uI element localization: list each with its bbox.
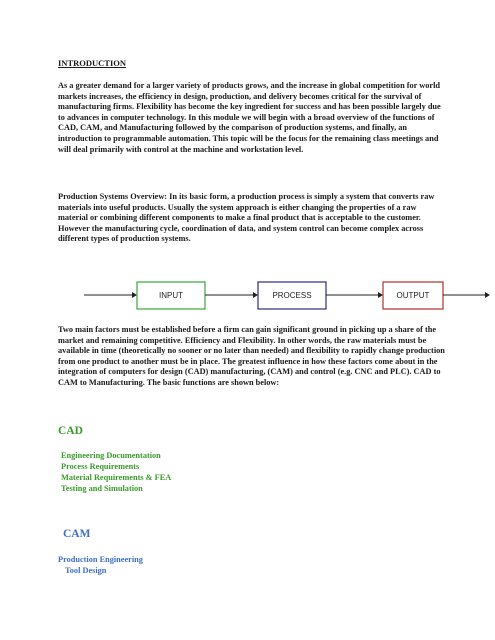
intro-heading: INTRODUCTION [58, 58, 127, 68]
list-item: Testing and Simulation [61, 484, 143, 493]
input-box-label: INPUT [159, 291, 183, 300]
arrowhead-exit-icon [485, 292, 490, 298]
arrowhead-output-icon [378, 292, 383, 298]
process-box-label: PROCESS [272, 291, 312, 300]
list-item: Process Requirements [61, 462, 140, 471]
list-item: Material Requirements & FEA [61, 473, 172, 482]
list-item: Engineering Documentation [61, 451, 161, 460]
cad-heading: CAD [58, 425, 83, 437]
factors-paragraph: Two main factors must be established before a firm can gain significant ground in picking up a share of the market and remaining competitive. Efficiency and Flexibility. In other words, the raw materials must be available in time (theoretically no sooner or no later than needed) and flexibility to rapidly change production from one product to another must be in place. The greatest influence in how these factors come about in the integration of computers for design (CAD) manufacturing, (CAM) and control (e.g. CNC and PLC). CAD to CAM to Manufacturing. The basic functions are shown below: [58, 325, 445, 387]
cam-heading: CAM [63, 528, 91, 540]
list-item: Production Engineering [58, 555, 143, 564]
list-item: Tool Design [65, 566, 107, 575]
input-process-output-diagram [0, 270, 495, 322]
output-box-label: OUTPUT [396, 291, 430, 300]
arrowhead-input-icon [132, 292, 137, 298]
intro-paragraph: As a greater demand for a larger variety of products grows, and the increase in global competition for world markets increases, the efficiency in design, production, and delivery becomes critical for the survival of manufacturing firms. Flexibility has become the key ingredient for success and has been possible largely due to advances in computer technology. In this module we will begin with a broad overview of the functions of CAD, CAM, and Manufacturing followed by the comparison of production systems, and finally, an introduction to programmable automation. This topic will be the focus for the remaining class meetings and will deal primarily with control at the machine and workstation level. [58, 81, 441, 154]
overview-paragraph: Production Systems Overview: In its basic form, a production process is simply a system that converts raw materials into useful products. Usually the system approach is either changing the properties of a raw material or combining different components to make a final product that is acceptable to the customer. However the manufacturing cycle, coordination of data, and system control can become complex across different types of production systems. [58, 192, 435, 244]
cam-function-list [58, 554, 143, 576]
arrowhead-process-icon [253, 292, 258, 298]
cad-function-list [61, 450, 171, 494]
